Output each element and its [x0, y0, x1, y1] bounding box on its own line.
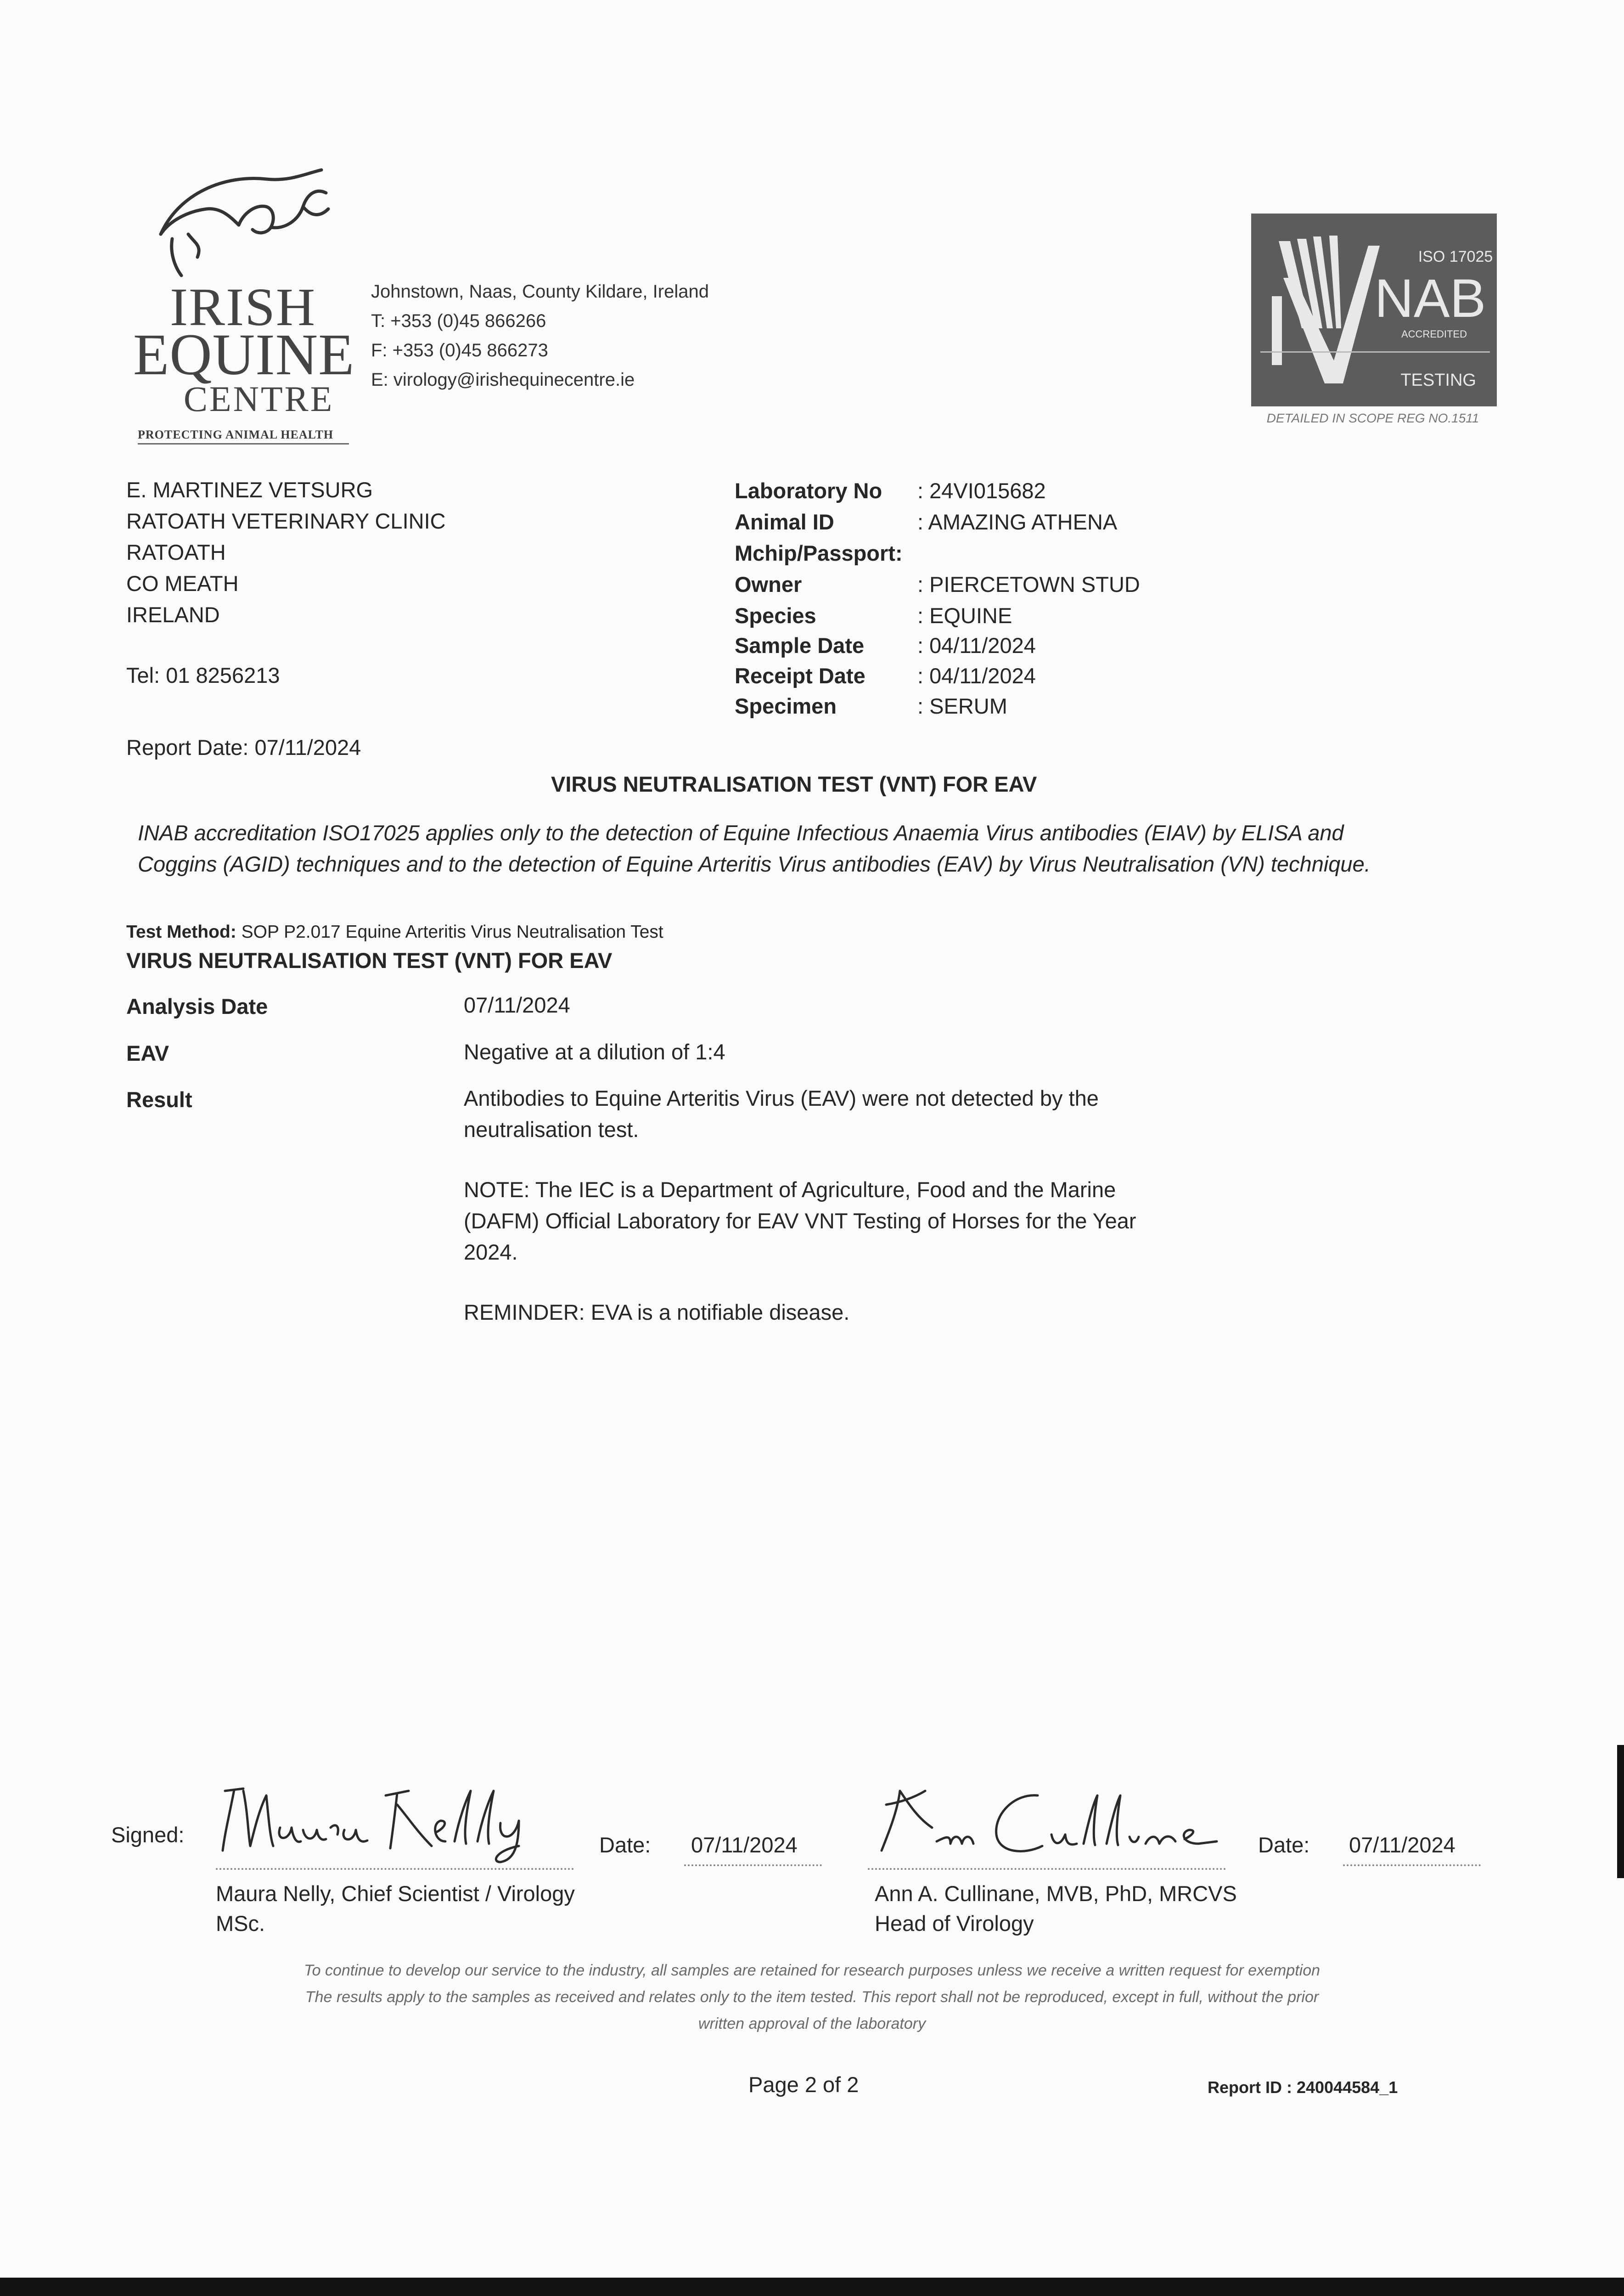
- lab-value-laboratory-no: : 24VI015682: [917, 478, 1046, 503]
- inab-testing-text: TESTING: [1400, 371, 1476, 390]
- logo-text-equine: EQUINE: [133, 322, 355, 387]
- lab-label-mchip-passport: Mchip/Passport:: [735, 541, 903, 565]
- lab-label-specimen: Specimen: [735, 694, 837, 718]
- report-id: Report ID : 240044584_1: [1208, 2078, 1398, 2097]
- result-value-result: Antibodies to Equine Arteritis Virus (EAV) were not detected by the neutralisation test.: [464, 1086, 1099, 1142]
- test-method-value: SOP P2.017 Equine Arteritis Virus Neutralisation Test: [236, 922, 663, 942]
- date-value-right: 07/11/2024: [1349, 1833, 1455, 1857]
- scan-bottom-edge: [0, 2278, 1624, 2296]
- signature-line-left: [216, 1868, 574, 1870]
- result-label-analysis-date: Analysis Date: [126, 994, 268, 1019]
- footer-line-2: The results apply to the samples as received and relates only to the item tested. This report shall not be reproduced, except in full, without the prior: [305, 1988, 1319, 2006]
- recipient-line-2: RATOATH VETERINARY CLINIC: [126, 509, 446, 533]
- section-title: VIRUS NEUTRALISATION TEST (VNT) FOR EAV: [126, 948, 613, 973]
- lab-value-sample-date: : 04/11/2024: [917, 633, 1036, 658]
- logo-text-irish: IRISH: [170, 277, 316, 337]
- test-method: [126, 918, 663, 946]
- inab-brand-text: NAB: [1374, 268, 1486, 329]
- signatory-right-name: Ann A. Cullinane, MVB, PhD, MRCVS: [875, 1881, 1237, 1906]
- lab-value-specimen: : SERUM: [917, 694, 1007, 718]
- contact-address: Johnstown, Naas, County Kildare, Ireland: [371, 281, 709, 302]
- page-number: Page 2 of 2: [748, 2072, 859, 2097]
- date-line-left: [684, 1864, 822, 1866]
- date-line-right: [1343, 1864, 1481, 1866]
- footer-line-1: To continue to develop our service to the industry, all samples are retained for research purposes unless we receive a written request for exemption: [303, 1962, 1321, 1979]
- signature-line-right: [868, 1868, 1226, 1870]
- signatory-left-qualification: MSc.: [216, 1911, 265, 1936]
- contact-email: E: virology@irishequinecentre.ie: [371, 370, 635, 390]
- signature-ann-cullinane: [868, 1777, 1244, 1864]
- main-title: VIRUS NEUTRALISATION TEST (VNT) FOR EAV: [551, 772, 1037, 796]
- lab-label-animal-id: Animal ID: [735, 510, 834, 534]
- contact-fax: F: +353 (0)45 866273: [371, 340, 548, 360]
- lab-label-owner: Owner: [735, 572, 802, 597]
- inab-accreditation-badge: [1251, 214, 1497, 429]
- recipient-line-5: IRELAND: [126, 602, 220, 627]
- horse-logo-icon: [152, 165, 335, 289]
- inab-accredited-text: ACCREDITED: [1401, 328, 1467, 340]
- lab-label-receipt-date: Receipt Date: [735, 664, 865, 688]
- lab-value-owner: : PIERCETOWN STUD: [917, 572, 1140, 597]
- lab-label-sample-date: Sample Date: [735, 633, 865, 658]
- inab-scope-text: DETAILED IN SCOPE REG NO.1511: [1266, 411, 1479, 425]
- lab-value-species: : EQUINE: [917, 603, 1012, 628]
- lab-label-species: Species: [735, 603, 816, 628]
- logo-tagline: PROTECTING ANIMAL HEALTH: [138, 428, 334, 441]
- recipient-line-4: CO MEATH: [126, 571, 239, 596]
- recipient-line-3: RATOATH: [126, 540, 226, 564]
- dafm-note: NOTE: The IEC is a Department of Agriculture, Food and the Marine (DAFM) Official Laboratory for EAV VNT Testing of Horses for the Year 2024.: [464, 1177, 1136, 1264]
- result-label-eav: EAV: [126, 1041, 169, 1065]
- recipient-line-1: E. MARTINEZ VETSURG: [126, 478, 373, 502]
- report-date: Report Date: 07/11/2024: [126, 735, 361, 760]
- lab-value-receipt-date: : 04/11/2024: [917, 664, 1036, 688]
- contact-phone: T: +353 (0)45 866266: [371, 311, 546, 331]
- reminder-text: REMINDER: EVA is a notifiable disease.: [464, 1300, 850, 1324]
- date-value-left: 07/11/2024: [691, 1833, 798, 1857]
- accreditation-note: INAB accreditation ISO17025 applies only to the detection of Equine Infectious Anaemia Virus antibodies (EIAV) by ELISA and Coggins (AGID) techniques and to the detection of Equine Arteritis Virus antibodies (EAV) by Virus Neutralisation (VN) technique.: [138, 821, 1371, 876]
- result-value-eav: Negative at a dilution of 1:4: [464, 1040, 725, 1064]
- lab-label-laboratory-no: Laboratory No: [735, 478, 882, 503]
- date-label-left: Date:: [599, 1833, 651, 1857]
- scan-edge-mark: [1617, 1745, 1624, 1878]
- result-label-result: Result: [126, 1087, 192, 1112]
- logo-underline: [138, 443, 349, 445]
- date-label-right: Date:: [1258, 1833, 1310, 1857]
- signatory-left-name: Maura Nelly, Chief Scientist / Virology: [216, 1881, 575, 1906]
- signed-label: Signed:: [111, 1823, 185, 1847]
- test-method-label: Test Method:: [126, 922, 236, 942]
- footer-line-3: written approval of the laboratory: [698, 2015, 926, 2032]
- result-value-analysis-date: 07/11/2024: [464, 993, 570, 1017]
- logo-text-centre: CENTRE: [184, 379, 334, 419]
- lab-value-animal-id: : AMAZING ATHENA: [917, 510, 1118, 534]
- recipient-tel: Tel: 01 8256213: [126, 663, 280, 687]
- signature-maura-nelly: [216, 1777, 546, 1864]
- inab-iso-text: ISO 17025: [1418, 248, 1493, 265]
- signatory-right-title: Head of Virology: [875, 1911, 1034, 1936]
